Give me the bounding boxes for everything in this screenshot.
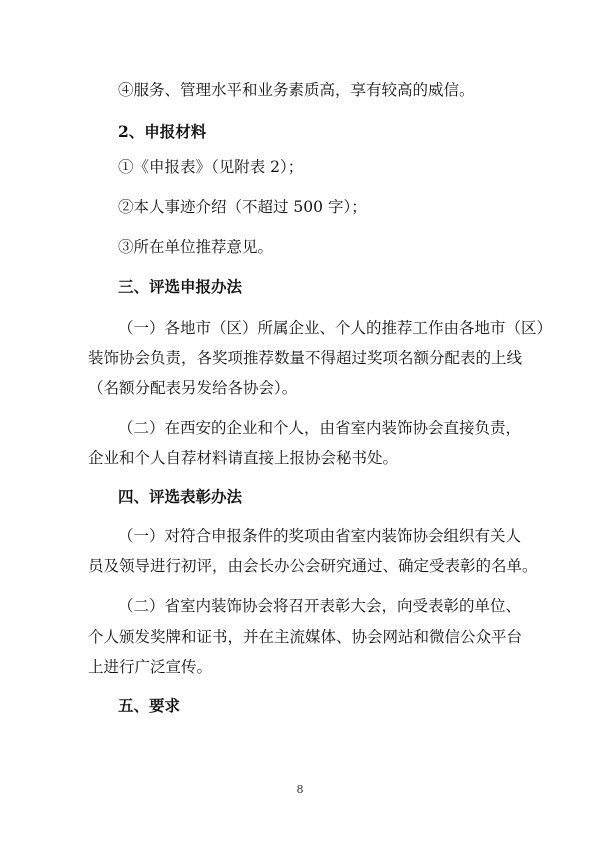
material-1-line: ①《申报表》（见附表 2）； bbox=[118, 158, 304, 176]
section-4-para-2-line-2: 个人颁发奖牌和证书，并在主流媒体、协会网站和微信公众平台 bbox=[88, 628, 523, 646]
material-2-line: ②本人事迹介绍（不超过 500 字）； bbox=[118, 198, 367, 216]
section-3-para-2-line-1: （二）在西安的企业和个人，由省室内装饰协会直接负责， bbox=[118, 419, 522, 437]
section-4-para-1-line-2: 员及领导进行初评，由会长办公会研究通过、确定受表彰的名单。 bbox=[88, 557, 538, 575]
heading-section-3: 三、评选申报办法 bbox=[118, 277, 243, 296]
section-4-para-2-line-3: 上进行广泛宣传。 bbox=[88, 658, 213, 676]
heading-application-materials: 2、申报材料 bbox=[118, 122, 207, 141]
section-3-para-1-line-3: （名额分配表另发给各协会）。 bbox=[88, 379, 298, 397]
section-4-para-1-line-1: （一）对符合申报条件的奖项由省室内装饰协会组织有关人 bbox=[118, 527, 522, 545]
section-3-para-2-line-2: 企业和个人自荐材料请直接上报协会秘书处。 bbox=[88, 449, 399, 467]
criterion-4-line: ④服务、管理水平和业务素质高，享有较高的威信。 bbox=[118, 81, 475, 99]
section-3-para-1-line-1: （一）各地市（区）所属企业、个人的推荐工作由各地市（区） bbox=[118, 319, 553, 337]
material-3-line: ③所在单位推荐意见。 bbox=[118, 238, 274, 256]
section-4-para-2-line-1: （二）省室内装饰协会将召开表彰大会，向受表彰的单位、 bbox=[118, 597, 522, 615]
section-3-para-1-line-2: 装饰协会负责，各奖项推荐数量不得超过奖项名额分配表的上线 bbox=[88, 349, 523, 367]
heading-section-4: 四、评选表彰办法 bbox=[118, 487, 243, 506]
page-number: 8 bbox=[296, 783, 304, 796]
heading-section-5: 五、要求 bbox=[118, 696, 181, 715]
